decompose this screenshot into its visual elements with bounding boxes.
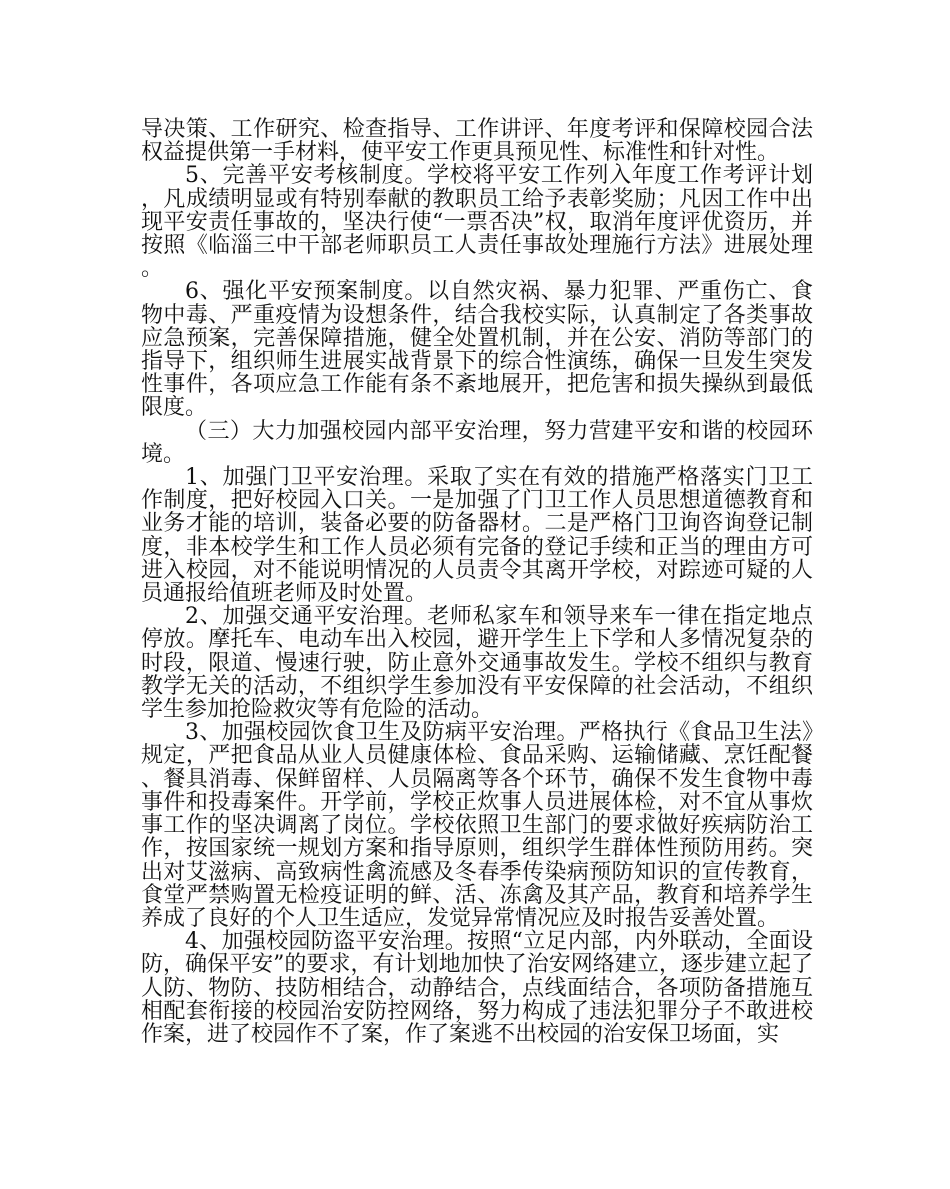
document-body: [141, 118, 813, 1046]
paragraph-item-2: 2、加强交通平安治理。老师私家车和领导来车一律在指定地点停放。摩托车、电动车出入校园，避开学生上下学和人多情况复杂的时段，限道、慢速行驶，防止意外交通事故发生。学校不组织与教育教学无关的活动，不组织学生参加没有平安保障的社会活动，不组织学生参加抢险救灾等有危险的活动。: [141, 604, 813, 723]
paragraph-item-3: 3、加强校园饮食卫生及防病平安治理。严格执行《食品卫生法》规定，严把食品从业人员健康体检、食品采购、运输储藏、烹饪配餐、餐具消毒、保鲜留样、人员隔离等各个环节，确保不发生食物中毒事件和投毒案件。开学前，学校正炊事人员进展体检，对不宜从事炊事工作的坚决调离了岗位。学校依照卫生部门的要求做好疾病防治工作，按国家统一规划方案和指导原则，组织学生群体性预防用药。突出对艾滋病、高致病性禽流感及冬春季传染病预防知识的宣传教育，食堂严禁购置无检疫证明的鲜、活、冻禽及其产品，教育和培养学生养成了良好的个人卫生适应，发觉异常情况应及时报告妥善处置。: [141, 720, 813, 931]
paragraph-item-6: 6、强化平安预案制度。以自然灾祸、暴力犯罪、严重伤亡、食物中毒、严重疫情为设想条件，结合我校实际，认真制定了各类事故应急预案，完善保障措施，健全处置机制，并在公安、消防等部门的指导下，组织师生进展实战背景下的综合性演练，确保一旦发生突发性事件，各项应急工作能有条不紊地展开，把危害和损失操纵到最低限度。: [141, 279, 813, 421]
paragraph-continuation: 导决策、工作研究、检查指导、工作讲评、年度考评和保障校园合法权益提供第一手材料，使平安工作更具预见性、标准性和针对性。: [141, 117, 813, 166]
paragraph-item-5: 5、完善平安考核制度。学校将平安工作列入年度工作考评计划，凡成绩明显或有特别奉献的教职员工给予表彰奖励；凡因工作中出现平安责任事故的，坚决行使“一票否决”权，取消年度评优资历，并按照《临淄三中干部老师职员工人责任事故处理施行方法》进展处理。: [141, 163, 813, 282]
paragraph-item-4: 4、加强校园防盗平安治理。按照“立足内部，内外联动，全面设防，确保平安”的要求，有计划地加快了治安网络建立，逐步建立起了人防、物防、技防相结合，动静结合，点线面结合，各项防备措施互相配套衔接的校园治安防控网络，努力构成了违法犯罪分子不敢进校作案，进了校园作不了案，作了案逃不出校园的治安保卫场面，实: [141, 929, 813, 1047]
section-heading-3: （三）大力加强校园内部平安治理，努力营建平安和谐的校园环境。: [141, 418, 813, 467]
paragraph-item-1: 1、加强门卫平安治理。采取了实在有效的措施严格落实门卫工作制度，把好校园入口关。一是加强了门卫工作人员思想道德教育和业务才能的培训，装备必要的防备器材。二是严格门卫询咨询登记制度，非本校学生和工作人员必须有完备的登记手续和正当的理由方可进入校园，对不能说明情况的人员责令其离开学校，对踪迹可疑的人员通报给值班老师及时处置。: [141, 465, 813, 607]
